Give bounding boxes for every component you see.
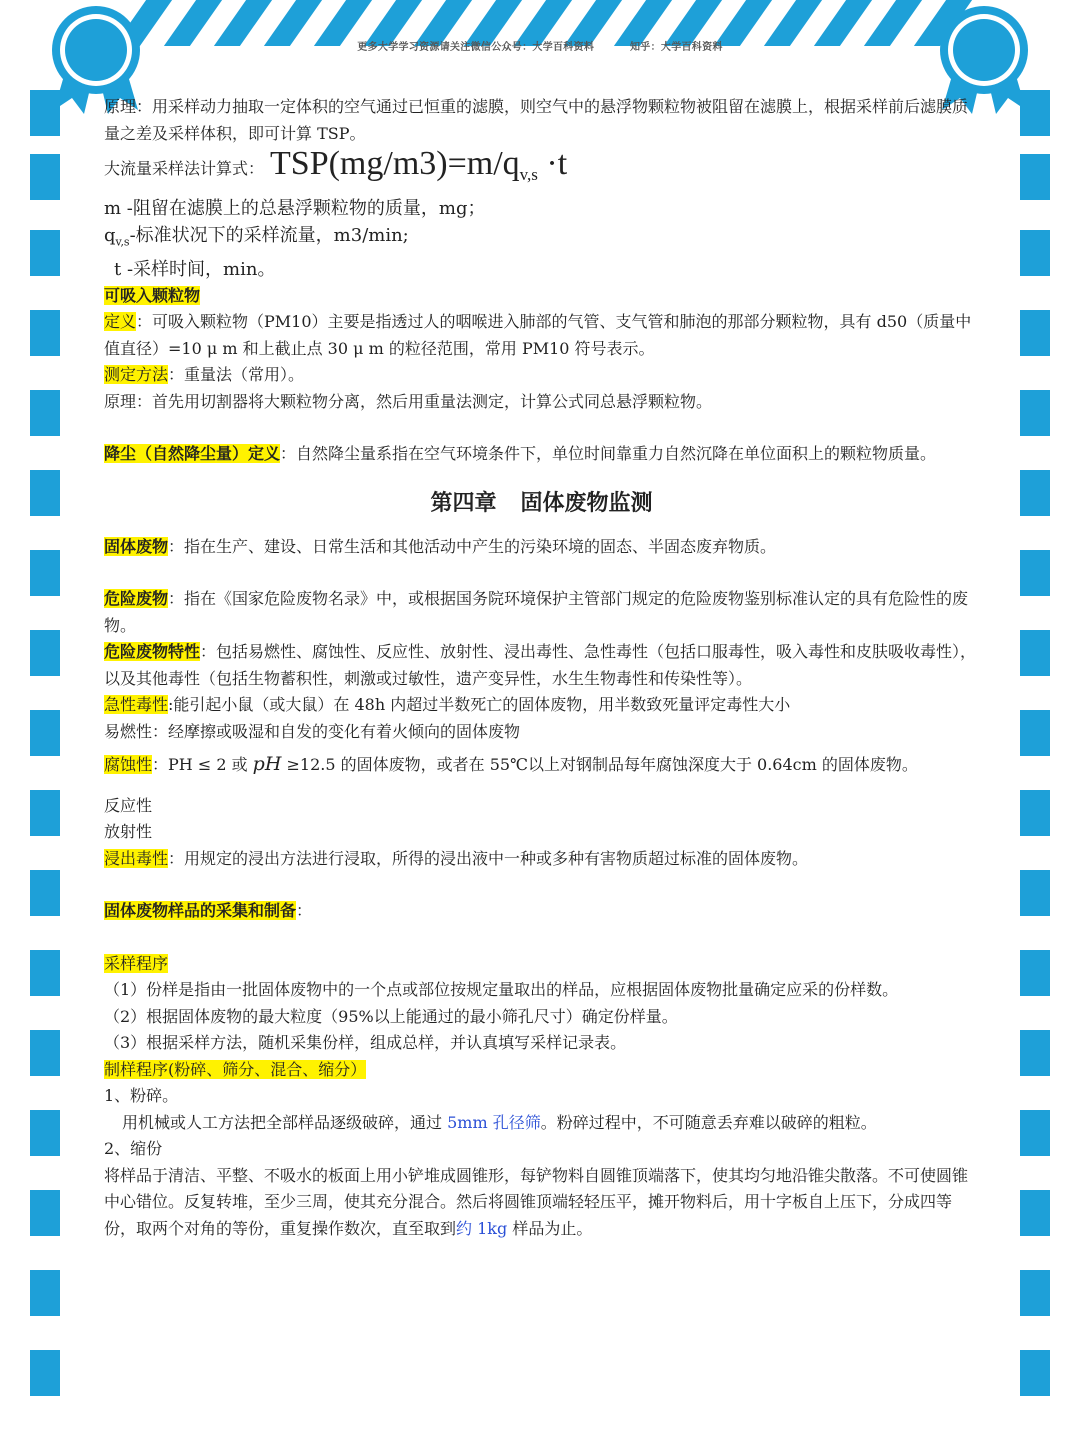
document-body (104, 94, 979, 1242)
dustfall-definition: 降尘（自然降尘量）定义：自然降尘量系指在空气环境条件下，单位时间靠重力自然沉降在单位面积上的颗粒物质量。 (104, 444, 937, 464)
sampling-procedure-label: 采样程序 (104, 953, 169, 973)
pm10-definition: 定义：可吸入颗粒物（PM10）主要是指透过人的咽喉进入肺部的气管、支气管和肺泡的那部分颗粒物，具有 d50（质量中值直径）=10 μ m 和上截止点 30 μ m 的粒径范围，常用 PM10 符号表示。 (104, 312, 972, 358)
header-note (0, 38, 1080, 53)
reduce-title: 2、缩份 (104, 1139, 163, 1159)
reactivity: 反应性 (104, 795, 153, 815)
sampling-title: 固体废物样品的采集和制备： (104, 901, 313, 921)
header-note-right: 知乎：大学百科资料 (630, 42, 723, 53)
chapter-heading (104, 486, 979, 520)
frame-left-border (30, 90, 60, 1440)
chapter-title: 固体废物监测 (520, 489, 653, 516)
preparation-label: 制样程序(粉碎、筛分、混合、缩分） (104, 1059, 367, 1079)
formula-label: 大流量采样法计算式： (104, 159, 265, 178)
header-note-left: 更多大学学习资源请关注微信公众号：大学百科资料 (357, 42, 595, 53)
flammability: 易燃性：经摩擦或吸湿和自发的变化有着火倾向的固体废物 (104, 721, 521, 741)
crush-text: 用机械或人工方法把全部样品逐级破碎，通过 5mm 孔径筛。粉碎过程中，不可随意丢弃难以破碎的粗粒。 (122, 1112, 877, 1132)
var-m: m -阻留在滤膜上的总悬浮颗粒物的质量，mg； (104, 198, 486, 219)
reduce-text: 将样品于清洁、平整、不吸水的板面上用小铲堆成圆锥形，每铲物料自圆锥顶端落下，使其均匀地沿锥尖散落。不可使圆锥中心错位。反复转堆，至少三周，使其充分混合。然后将圆锥顶端轻轻压平，摊开物料后，用十字板自上压下，分成四等份，取两个对角的等份，重复操作数次，直至取到约 1kg 样品为止。 (104, 1165, 969, 1238)
var-t: t -采样时间，min。 (114, 258, 276, 280)
pm10-title: 可吸入颗粒物 (104, 285, 201, 305)
acute-toxicity: 急性毒性:能引起小鼠（或大鼠）在 48h 内超过半数死亡的固体废物，用半数致死量评定毒性大小 (104, 695, 791, 715)
leaching-toxicity: 浸出毒性：用规定的浸出方法进行浸取，所得的浸出液中一种或多种有害物质超过标准的固体废物。 (104, 848, 809, 868)
radioactivity: 放射性 (104, 822, 153, 842)
tsp-formula (104, 145, 979, 195)
sampling-step-1: （1）份样是指由一批固体废物中的一个点或部位按规定量取出的样品，应根据固体废物批量确定应采的份样数。 (104, 980, 899, 1000)
pm10-principle: 原理：首先用切割器将大颗粒物分离，然后用重量法测定，计算公式同总悬浮颗粒物。 (104, 391, 713, 411)
hazardous-definition: 危险废物：指在《国家危险废物名录》中，或根据国务院环境保护主管部门规定的危险废物鉴别标准认定的具有危险性的废物。 (104, 589, 969, 635)
crush-title: 1、粉碎。 (104, 1086, 179, 1106)
chapter-number: 第四章 (430, 489, 497, 516)
corrosivity: 腐蚀性：PH ≤ 2 或 pH ≥12.5 的固体废物，或者在 55℃以上对钢制品每年腐蚀深度大于 0.64cm 的固体废物。 (104, 753, 918, 776)
frame-right-border (1020, 90, 1050, 1440)
var-q: $q_{v,s}-$标准状况下的采样流量，m3/min; (104, 225, 409, 249)
tsp-principle: 原理：用采样动力抽取一定体积的空气通过已恒重的滤膜，则空气中的悬浮物颗粒物被阻留在滤膜上，根据采样前后滤膜质量之差及采样体积，即可计算 TSP。 (104, 97, 969, 143)
sampling-step-3: （3）根据采样方法，随机采集份样，组成总样，并认真填写采样记录表。 (104, 1033, 627, 1053)
solid-waste-definition: 固体废物：指在生产、建设、日常生活和其他活动中产生的污染环境的固态、半固态废弃物质。 (104, 536, 777, 556)
sampling-step-2: （2）根据固体废物的最大粒度（95%以上能通过的最小筛孔尺寸）确定份样量。 (104, 1006, 678, 1026)
formula-expression: $TSP(mg/m3)=m/q_{v,s} \cdot t$ (270, 145, 568, 184)
pm10-method: 测定方法：重量法（常用）。 (104, 365, 305, 385)
hazardous-properties: 危险废物特性：包括易燃性、腐蚀性、反应性、放射性、浸出毒性、急性毒性（包括口服毒性，吸入毒性和皮肤吸收毒性），以及其他毒性（包括生物蓄积性，刺激或过敏性，遗产变异性，水生生物毒性和传染性等）。 (104, 642, 977, 688)
